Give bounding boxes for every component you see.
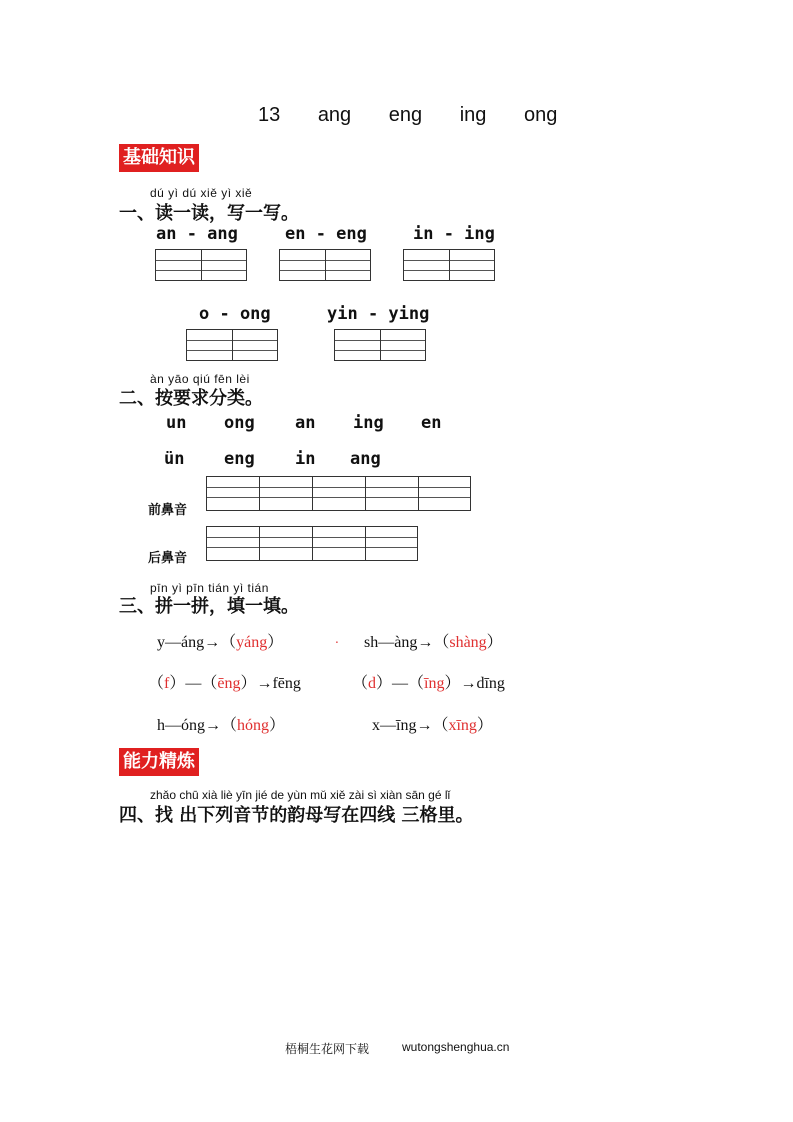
writing-grid-back[interactable]	[206, 526, 418, 561]
q2-item: in	[295, 449, 316, 469]
writing-grid[interactable]	[155, 249, 247, 281]
q3-row1-right: sh—àng→（shàng）	[364, 634, 503, 651]
writing-grid[interactable]	[279, 249, 371, 281]
q4-heading: 四、找 出下列音节的韵母写在四线 三格里。	[119, 805, 474, 826]
title-part: ing	[459, 104, 487, 126]
q1-pair: yin - ying	[327, 304, 430, 324]
q2-item: ong	[224, 413, 255, 433]
writing-grid[interactable]	[334, 329, 426, 361]
back-nasal-label: 后鼻音	[148, 551, 188, 566]
writing-grid-front[interactable]	[206, 476, 471, 511]
q2-item: en	[421, 413, 442, 433]
lesson-number: 13	[258, 104, 281, 126]
front-nasal-label: 前鼻音	[148, 503, 188, 518]
q3-heading: 三、拼一拼，填一填。	[119, 596, 299, 617]
q2-item: eng	[224, 449, 255, 469]
q3-row3-right: x—īng→（xīng）	[372, 717, 493, 734]
q1-pair: o - ong	[199, 304, 271, 324]
writing-grid[interactable]	[186, 329, 278, 361]
q1-pair: an - ang	[156, 224, 238, 244]
q2-item: ün	[164, 449, 185, 469]
q4-pinyin: zhǎo chū xià liè yīn jié de yùn mǔ xiě zài sì xiàn sān gé lǐ	[150, 788, 451, 802]
q2-item: an	[295, 413, 316, 433]
footer-site-name: 梧桐生花网下载	[285, 1042, 370, 1056]
q1-heading: 一、读一读，写一写。	[119, 203, 299, 224]
q3-pinyin: pīn yì pīn tián yì tián	[150, 581, 269, 595]
title-part: ang	[317, 104, 352, 126]
section-badge-ability: 能力精炼	[119, 748, 199, 776]
q1-pinyin: dú yì dú xiě yì xiě	[150, 186, 253, 200]
q3-row2-right: （d）—（īng）→dīng	[352, 675, 505, 692]
q2-item: un	[166, 413, 187, 433]
q1-pair: in - ing	[413, 224, 495, 244]
footer-url[interactable]: wutongshenghua.cn	[402, 1040, 510, 1054]
q3-row2-left: （f）—（ēng）→fēng	[148, 675, 301, 692]
title-part: eng	[388, 104, 423, 126]
writing-grid[interactable]	[403, 249, 495, 281]
q1-pair: en - eng	[285, 224, 367, 244]
page-title	[258, 104, 589, 127]
q3-row3-left: h—óng→（hóng）	[157, 717, 286, 734]
q2-heading: 二、按要求分类。	[119, 388, 263, 409]
section-badge-basic: 基础知识	[119, 144, 199, 172]
title-part: ong	[523, 104, 558, 126]
q2-pinyin: àn yāo qiú fēn lèi	[150, 372, 250, 386]
q3-row1-left: y—áng→（yáng）	[157, 634, 284, 651]
stray-dot: .	[335, 632, 339, 646]
q2-item: ing	[353, 413, 384, 433]
q2-item: ang	[350, 449, 381, 469]
